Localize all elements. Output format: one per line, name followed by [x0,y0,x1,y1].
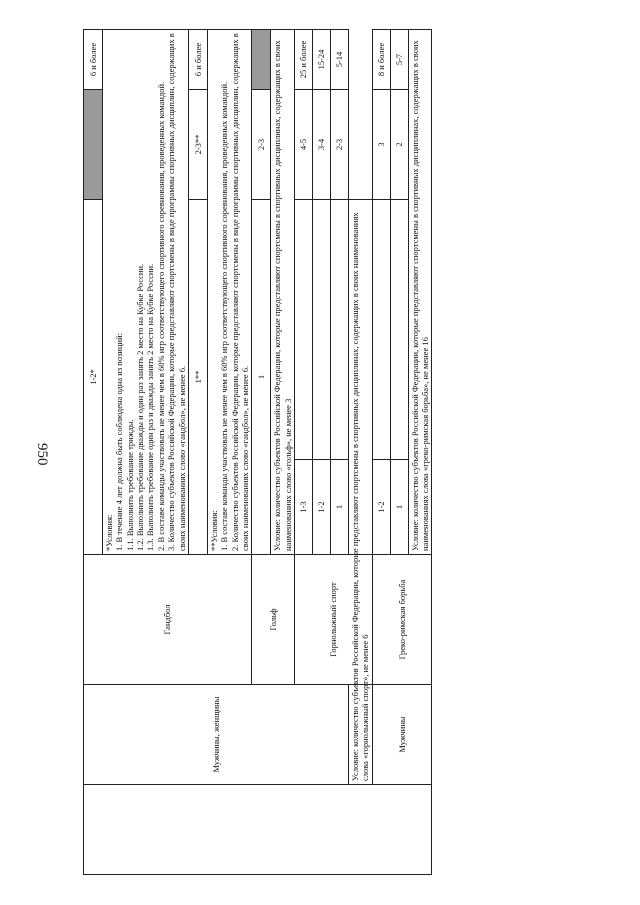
conditions-cell: Условие: количество субъектов Российской Федерации, которые представляют спортсмены в спортивных дисциплинах, содержащих в своих наименованиях слова «греко-римская борьба», не менее 16 [408,30,432,555]
place-cell: 4-5 [295,90,313,200]
place-cell: 1-2 [372,460,390,555]
conditions-cell [103,30,189,555]
place-cell: 2-3** [188,90,207,200]
place-cell: 1-2* [84,200,103,555]
place-cell: 2-3 [252,90,271,200]
subjects-count-cell: 5-14 [331,30,349,90]
empty-cell [84,785,432,875]
sport-name-cell: Гандбол [84,555,252,685]
place-cell: 2 [390,90,408,200]
sports-requirements-table [83,29,432,875]
subjects-count-cell: 8 и более [372,30,390,90]
table-row [349,30,373,875]
conditions-cell [207,30,251,555]
condition-line: 2. Количество субъектов Российской Федерации, которые представляют спортсмены в виде программы спортивных дисциплин, содержащих в своих наименованиях слово «гандбол», не менее 6. [229,33,250,551]
place-cell: 3-4 [313,90,331,200]
place-cell: 3 [372,90,390,200]
condition-line: 1.2. Выполнить требование дважды и один раз занять 2 место на Кубке России. [135,263,146,551]
place-cell: 1-2 [313,460,331,555]
subjects-count-cell: 6 и более [188,30,207,90]
table-row [84,30,103,875]
conditions-cell: Условие: количество субъектов Российской Федерации, которые представляют спортсмены в спортивных дисциплинах, содержащих в своих наименованиях слово «гольф», не менее 3 [271,30,295,555]
condition-line: 1. В составе команды участвовать не менее чем в 60% игр соответствующего спортивного соревнования, проведенных командой. [219,81,230,551]
gender-cell: Мужчины [372,685,432,785]
condition-line: 2. В составе команды участвовать не менее чем в 60% игр соответствующего спортивного соревнования, проведенных командой. [155,81,166,551]
place-cell: 1 [390,460,408,555]
place-cell: 1 [331,460,349,555]
rotated-table-page [83,0,565,905]
subjects-count-cell: 15-24 [313,30,331,90]
condition-line: 1.1. Выполнить требование трижды. [124,419,135,551]
subjects-count-cell: 25 и более [295,30,313,90]
subjects-count-cell [252,30,271,90]
condition-line: **Условия: [208,510,219,551]
place-cell [84,90,103,200]
page-number: 950 [34,443,50,466]
condition-line: 1.3. Выполнить требование один раз и дважды занять 2 место на Кубке России. [145,263,156,551]
place-cell: 2-3 [331,90,349,200]
place-cell: 1** [188,200,207,555]
conditions-cell: Условие: количество субъектов Российской Федерации, которые представляют спортсмены в спортивных дисциплинах, содержащих в своих наименованиях слова «горнолыжный спорт», не менее 6 [349,200,373,785]
condition-line: 1. В течение 4 лет должна быть соблюдена одна из позиций: [114,333,125,551]
place-cell: 1 [252,200,271,555]
sport-name-cell: Гольф [252,555,295,685]
place-cell: 1-3 [295,460,313,555]
condition-line: *Условия: [104,514,114,551]
sport-name-cell: Греко-римская борьба [372,555,432,685]
sport-name-cell: Горнолыжный спорт [295,555,373,685]
table-row [372,30,390,875]
gender-cell: Мужчины, женщины [84,685,349,785]
condition-line: 3. Количество субъектов Российской Федерации, которые представляют спортсмены в виде программы спортивных дисциплин, содержащих в своих наименованиях слово «гандбол», не менее 6. [166,33,187,551]
subjects-count-cell: 6 и более [84,30,103,90]
subjects-count-cell: 5-7 [390,30,408,90]
